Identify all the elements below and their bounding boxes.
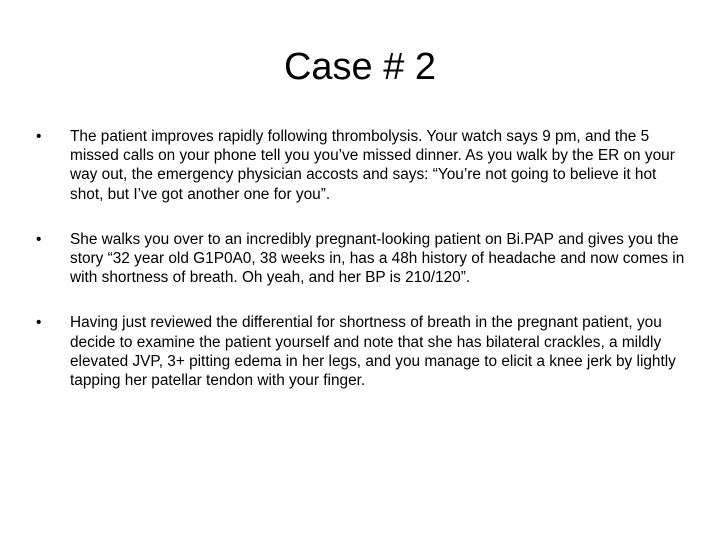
slide-title: Case # 2 bbox=[283, 46, 437, 88]
bullet-item bbox=[36, 313, 688, 390]
bullet-item bbox=[36, 230, 688, 288]
bullet-list bbox=[36, 127, 688, 416]
bullet-icon: • bbox=[36, 128, 42, 145]
bullet-text: Having just reviewed the differential for shortness of breath in the pregnant patient, you decide to examine the patient yourself and note that she has bilateral crackles, a mildly elevated JVP, 3+ pitting edema in her legs, and you manage to elicit a knee jerk by lightly tapping her patellar tendon with your finger. bbox=[70, 314, 676, 390]
bullet-icon: • bbox=[36, 314, 42, 332]
bullet-icon: • bbox=[36, 230, 42, 248]
bullet-item bbox=[36, 127, 688, 204]
bullet-text: The patient improves rapidly following thrombolysis. Your watch says 9 pm, and the 5 missed calls on your phone tell you you’ve missed dinner. As you walk by the ER on your way out, the emergency physician accosts and says: “You’re not going to believe it hot shot, but I’ve got another one for you”. bbox=[70, 128, 675, 203]
bullet-text: She walks you over to an incredibly pregnant-looking patient on Bi.PAP and gives you the story “32 year old G1P0A0, 38 weeks in, has a 48h history of headache and now comes in with shortness of breath. Oh yeah, and her BP is 210/120”. bbox=[70, 230, 685, 287]
